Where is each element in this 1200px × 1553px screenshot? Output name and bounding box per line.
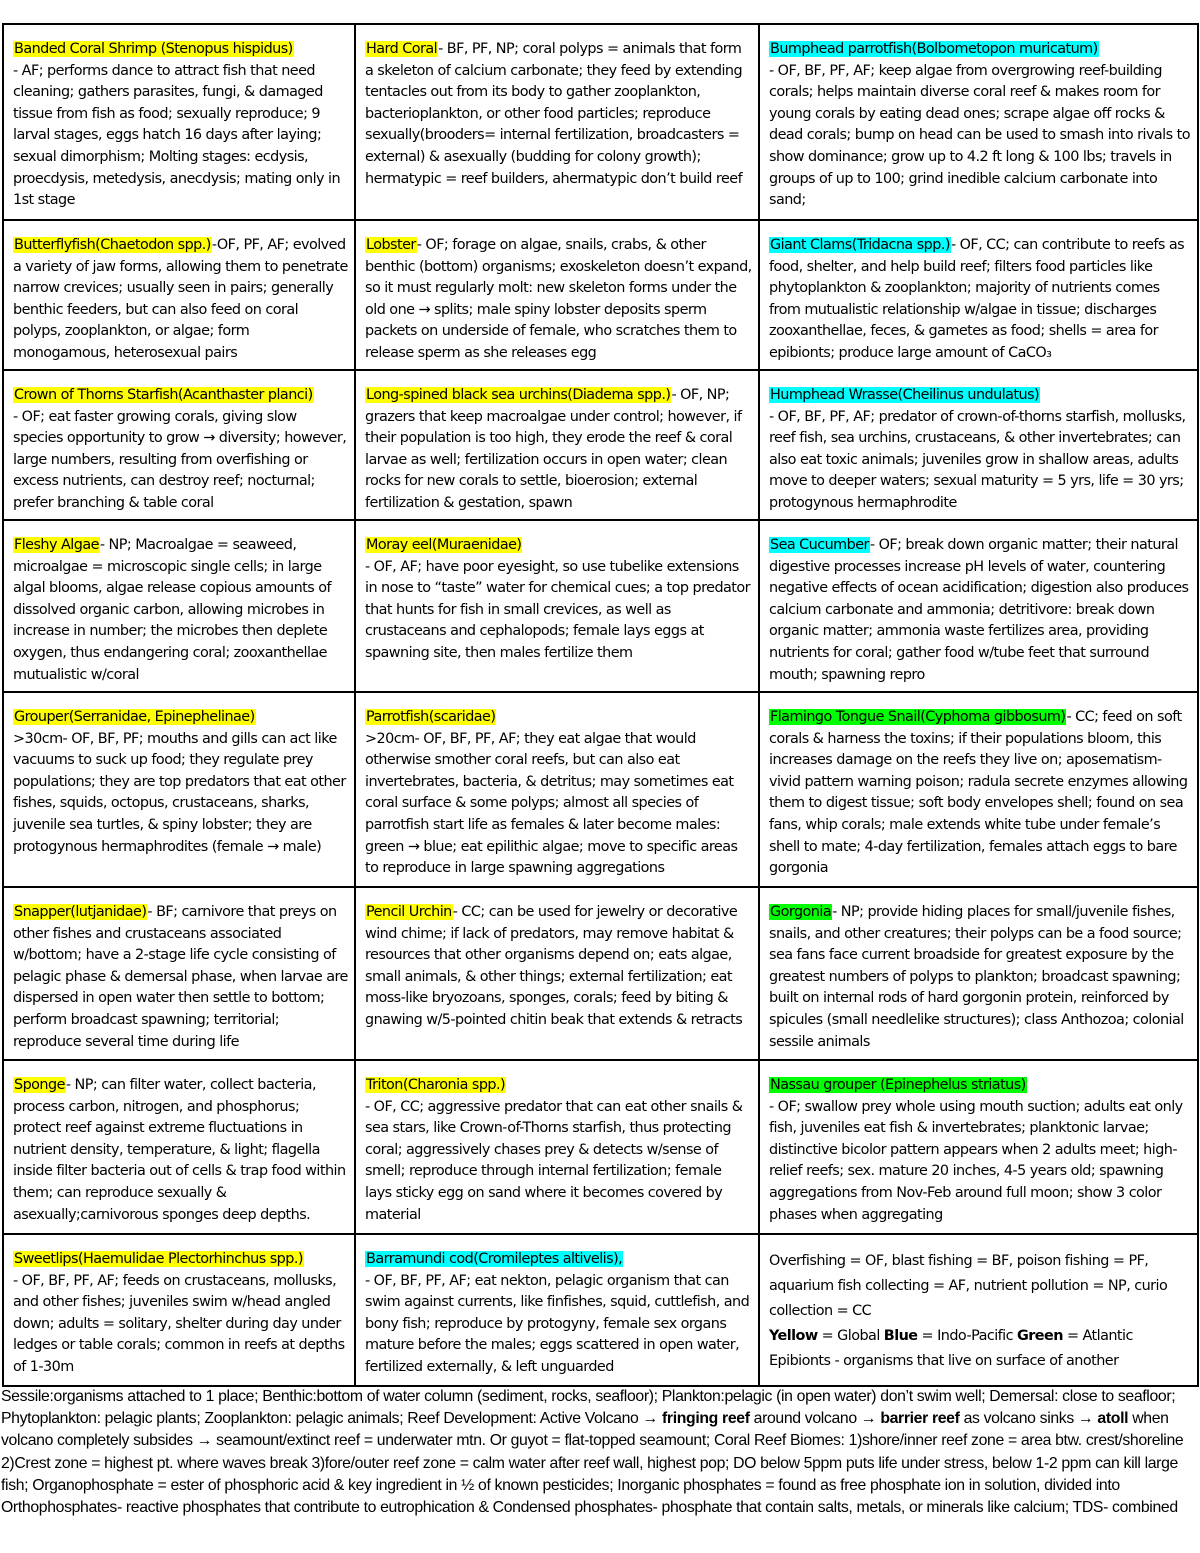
species-name: Moray eel(Muraenidae): [366, 537, 522, 553]
species-cell: [759, 692, 1198, 887]
table-row: [3, 1234, 1198, 1386]
species-description: - OF, BF, PF, AF; feeds on crustaceans, mollusks, and other fishes; juveniles swim w/head angled down; adults = solitary, shelter during day under ledges or table corals; common in reefs at depths of 1-30m: [13, 1272, 345, 1375]
species-cell: [355, 520, 759, 692]
epibionts-definition: Epibionts - organisms that live on surface of another: [769, 1353, 1119, 1369]
species-description: - OF, BF, PF, AF; keep algae from overgrowing reef-building corals; helps maintain diverse coral reef & makes room for young corals by eating dead ones; scrape algae off rocks & dead corals; bump on head can be used to smash into rivals to show dominance; grow up to 4.2 ft long & 100 lbs; travels in groups of up to 100; grind inedible calcium carbonate into sand;: [769, 62, 1190, 209]
species-cell: [355, 692, 759, 887]
species-name: Giant Clams(Tridacna spp.): [770, 237, 950, 253]
species-name: Flamingo Tongue Snail(Cyphoma gibbosum): [770, 709, 1066, 725]
table-row: [3, 692, 1198, 887]
species-description: - CC; feed on soft corals & harness the toxins; if their populations bloom, this increases damage on the reefs they live on; aposematism- vivid pattern warning poison; radula secrete enzymes allowing them to digest tissue; soft body envelopes shell; found on sea fans, whip corals; male extends white tube under female’s shell to mate; 4-day fertilization, females attach eggs to bare gorgonia: [769, 709, 1188, 877]
footnotes: [1, 1386, 1199, 1553]
species-cell: [3, 24, 355, 220]
species-cell: [759, 1060, 1198, 1234]
species-description: >20cm- OF, BF, PF, AF; they eat algae that would otherwise smother coral reefs, but can also eat invertebrates, bacteria, & detritus; may sometimes eat coral surface & some polyps; almost all species of parrotfish start life as females & later become males: green → blue; eat epilithic algae; move to specific areas to reproduce in large spawning aggregations: [365, 730, 738, 877]
species-name: Lobster: [366, 237, 416, 253]
notes-text: around volcano →: [749, 1410, 881, 1428]
species-description: - NP; Macroalgae = seaweed, microalgae = microscopic single cells; in large algal blooms, algae release copious amounts of dissolved organic carbon, allowing microbes in increase in number; the microbes then deplete oxygen, thus endangering coral; zooxanthellae mutualistic w/coral: [13, 537, 332, 683]
species-description: - OF, BF, PF, AF; predator of crown-of-thorns starfish, mollusks, reef fish, sea urchins, crustaceans, & other invertebrates; can also eat toxic animals; juveniles grow in shallow areas, adults move to deeper waters; sexual maturity = 5 yrs, life = 30 yrs; protogynous hermaphrodite: [769, 408, 1186, 511]
species-description: - BF; carnivore that preys on other fishes and crustaceans associated w/bottom; have a 2-stage life cycle consisting of pelagic phase & demersal phase, when larvae are dispersed in open water then settle to bottom; perform broadcast spawning; territorial; reproduce several time during life: [13, 904, 348, 1050]
notes-text: Sessile:organisms attached to 1 place; Benthic:bottom of water column (sediment, rocks, seafloor); Plankton:pelagic (in open water) don’t swim well; Demersal: close to seafloor; Phytoplankton: pelagic plants; Zooplankton: pelagic animals; Reef Development: Active Volcano →: [1, 1388, 1176, 1428]
species-description: - OF; break down organic matter; their natural digestive processes increase pH levels of water, countering negative effects of ocean acidification; digestion also produces calcium carbonate and ammonia; detritivore: break down organic matter; ammonia waste fertilizes area, providing nutrients for coral; gather food w/tube feet that surround mouth; spawning repro: [769, 537, 1189, 683]
table-row: [3, 887, 1198, 1060]
barrier-reef-term: barrier reef: [880, 1410, 960, 1428]
species-cell: [759, 220, 1198, 370]
notes-text: when volcano completely subsides → seamount/extinct reef = underwater mtn. Or guyot = flat-topped seamount; Coral Reef Biomes: 1)shore/inner reef zone = area btw. crest/shoreline 2)Crest zone = highest pt. where waves break 3)fore/outer reef zone = calm water after reef wall, highest pop; DO below 5ppm puts life under stress, below 1-2 ppm can kill large fish; Organophosphate = ester of phosphoric acid & key ingredient in ½ of known pesticides; Inorganic phosphates = found as free phosphate ion in solution, divided into Orthophosphates- reactive phosphates that contribute to eutrophication & Condensed phosphates- phosphate that contain salts, metals, or minerals like calcium; TDS- combined: [1, 1410, 1184, 1517]
species-name: Humphead Wrasse(Cheilinus undulatus): [770, 387, 1040, 403]
species-cell: [3, 692, 355, 887]
fringing-reef-term: fringing reef: [662, 1410, 750, 1428]
species-description: - BF, PF, NP; coral polyps = animals that form a skeleton of calcium carbonate; they feed by extending tentacles out from its body to gather zooplankton, bacterioplankton, or other food particles; reproduce sexually(brooders= internal fertilization, broadcasters = external) & asexually (budding for colony growth); hermatypic = reef builders, ahermatypic don’t build reef: [365, 41, 743, 187]
species-name: Butterflyfish(Chaetodon spp.): [14, 237, 211, 253]
green-key-label: Green: [1017, 1328, 1063, 1344]
species-cell: [759, 24, 1198, 220]
species-description: - AF; performs dance to attract fish that need cleaning; gathers parasites, fungi, & damaged tissue from fish as food; sexually reproduce; 9 larval stages, eggs hatch 16 days after laying; sexual dimorphism; Molting stages: ecdysis, proecdysis, metedysis, anecdysis; mating only in 1st stage: [13, 62, 341, 209]
species-name: Bumphead parrotfish(Bolbometopon muricatum): [770, 41, 1098, 57]
species-description: - OF; eat faster growing corals, giving slow species opportunity to grow → diversity; however, large numbers, resulting from overfishing or excess nutrients, can destroy reef; nocturnal; prefer branching & table coral: [13, 408, 347, 511]
table-row: [3, 1060, 1198, 1234]
species-cell: [3, 220, 355, 370]
species-name: Parrotfish(scaridae): [366, 709, 496, 725]
species-description: -OF, PF, AF; evolved a variety of jaw forms, allowing them to penetrate narrow crevices; usually seen in pairs; generally benthic feeders, but can also feed on coral polyps, zooplankton, or algae; form monogamous, heterosexual pairs: [13, 237, 348, 361]
species-name: Nassau grouper (Epinephelus striatus): [770, 1077, 1026, 1093]
species-name: Snapper(lutjanidae): [14, 904, 147, 920]
table-row: [3, 24, 1198, 220]
species-cell: [3, 1234, 355, 1386]
species-name: Sea Cucumber: [770, 537, 869, 553]
blue-key-label: Blue: [883, 1328, 918, 1344]
species-description: - OF, CC; aggressive predator that can eat other snails & sea stars, like Crown-of-Thorns starfish, thus protecting coral; aggressively chases prey & detects w/sense of smell; reproduce through internal fertilization; female lays sticky egg on sand where it becomes covered by material: [365, 1098, 743, 1223]
species-description: - OF, BF, PF, AF; eat nekton, pelagic organism that can swim against currents, like finfishes, squid, cuttlefish, and bony fish; reproduce by protogyny, female sex organs mature before the males; eggs scattered in open water, fertilized externally, & left unguarded: [365, 1272, 750, 1375]
species-cell: [3, 1060, 355, 1234]
species-description: - NP; provide hiding places for small/juvenile fishes, snails, and other creatures; their polyps can be a food source; sea fans face current broadside for greatest exposure by the greatest numbers of polyps to plankton; broadcast spawning; built on internal rods of hard gorgonin protein, reinforced by spicules (small needlelike structures); class Anthozoa; colonial sessile animals: [769, 904, 1184, 1050]
species-name: Triton(Charonia spp.): [366, 1077, 506, 1093]
species-description: - OF; forage on algae, snails, crabs, & other benthic (bottom) organisms; exoskeleton doesn’t expand, so it must regularly molt: new skeleton forms under the old one → splits; male spiny lobster deposits sperm packets on underside of female, who scratches them to release sperm as she releases egg: [365, 237, 752, 361]
species-cell: [3, 887, 355, 1060]
species-name: Fleshy Algae: [14, 537, 99, 553]
species-description: - OF, NP; grazers that keep macroalgae under control; however, if their population is too high, they erode the reef & coral larvae as well; fertilization occurs in open water; clean rocks for new corals to settle, bioerosion; external fertilization & gestation, spawn: [365, 387, 742, 511]
species-cell: [355, 887, 759, 1060]
species-cell: [355, 220, 759, 370]
table-row: [3, 370, 1198, 520]
species-description: - CC; can be used for jewelry or decorative wind chime; if lack of predators, may remove habitat & resources that other organisms depend on; eats algae, small animals, & other things; external fertilization; eat moss-like bryozoans, sponges, corals; feed by biting & gnawing w/5-pointed chitin beak that extends & retracts: [365, 904, 743, 1028]
yellow-key-label: Yellow: [769, 1328, 818, 1344]
notes-text: as volcano sinks →: [959, 1410, 1098, 1428]
species-table: [2, 23, 1199, 1387]
species-cell: [759, 520, 1198, 692]
species-name: Crown of Thorns Starfish(Acanthaster planci): [14, 387, 313, 403]
species-name: Long-spined black sea urchins(Diadema spp.): [366, 387, 671, 403]
green-key-value: = Atlantic: [1062, 1328, 1133, 1344]
table-row: [3, 220, 1198, 370]
blue-key-value: = Indo-Pacific: [917, 1328, 1017, 1344]
species-description: >30cm- OF, BF, PF; mouths and gills can act like vacuums to suck up food; they regulate prey populations; they are top predators that eat other fishes, squids, octopus, crustaceans, sharks, juvenile sea turtles, & spiny lobster; they are protogynous hermaphrodites (female → male): [13, 730, 346, 855]
species-cell: [3, 370, 355, 520]
color-key: [769, 1324, 1191, 1349]
species-name: Hard Coral: [366, 41, 438, 57]
species-cell: [355, 24, 759, 220]
species-description: - OF; swallow prey whole using mouth suction; adults eat only fish, juveniles eat fish & invertebrates; planktonic larvae; distinctive bicolor pattern appears when 2 adults meet; high-relief reefs; sex. mature 20 inches, 4-5 years old; spawning aggregations from Nov-Feb around full moon; show 3 color phases when aggregating: [769, 1098, 1183, 1223]
species-cell: [355, 370, 759, 520]
threat-abbreviations: Overfishing = OF, blast fishing = BF, poison fishing = PF, aquarium fish collecting = AF, nutrient pollution = NP, curio collection = CC: [769, 1253, 1168, 1319]
table-row: [3, 520, 1198, 692]
species-cell: [3, 520, 355, 692]
species-cell: [759, 887, 1198, 1060]
species-description: - OF, AF; have poor eyesight, so use tubelike extensions in nose to “taste” water for chemical cues; a top predator that hunts for fish in small crevices, as well as crustaceans and cephalopods; female lays eggs at spawning site, then males fertilize them: [365, 558, 751, 661]
species-name: Pencil Urchin: [366, 904, 452, 920]
species-name: Grouper(Serranidae, Epinephelinae): [14, 709, 255, 725]
species-name: Barramundi cod(Cromileptes altivelis),: [366, 1251, 623, 1267]
species-cell: [759, 370, 1198, 520]
species-name: Sponge: [14, 1077, 65, 1093]
atoll-term: atoll: [1097, 1410, 1129, 1428]
species-description: - NP; can filter water, collect bacteria, process carbon, nitrogen, and phosphorus; protect reef against extreme fluctuations in nutrient density, temperature, & light; flagella inside filter bacteria out of cells & trap food within them; can reproduce sexually & asexually;carnivorous sponges deep depths.: [13, 1077, 346, 1223]
species-cell: [355, 1234, 759, 1386]
species-name: Gorgonia: [770, 904, 832, 920]
species-cell: [355, 1060, 759, 1234]
species-description: - OF, CC; can contribute to reefs as food, shelter, and help build reef; filters food particles like phytoplankton & zooplankton; majority of nutrients comes from mutualistic relationship w/algae in tissue; discharges zooxanthellae, feces, & gametes as food; shells = area for epibionts; produce large amount of CaCO₃: [769, 237, 1185, 361]
species-name: Banded Coral Shrimp (Stenopus hispidus): [14, 41, 293, 57]
legend-cell: [759, 1234, 1198, 1386]
yellow-key-value: = Global: [817, 1328, 884, 1344]
species-name: Sweetlips(Haemulidae Plectorhinchus spp.): [14, 1251, 303, 1267]
